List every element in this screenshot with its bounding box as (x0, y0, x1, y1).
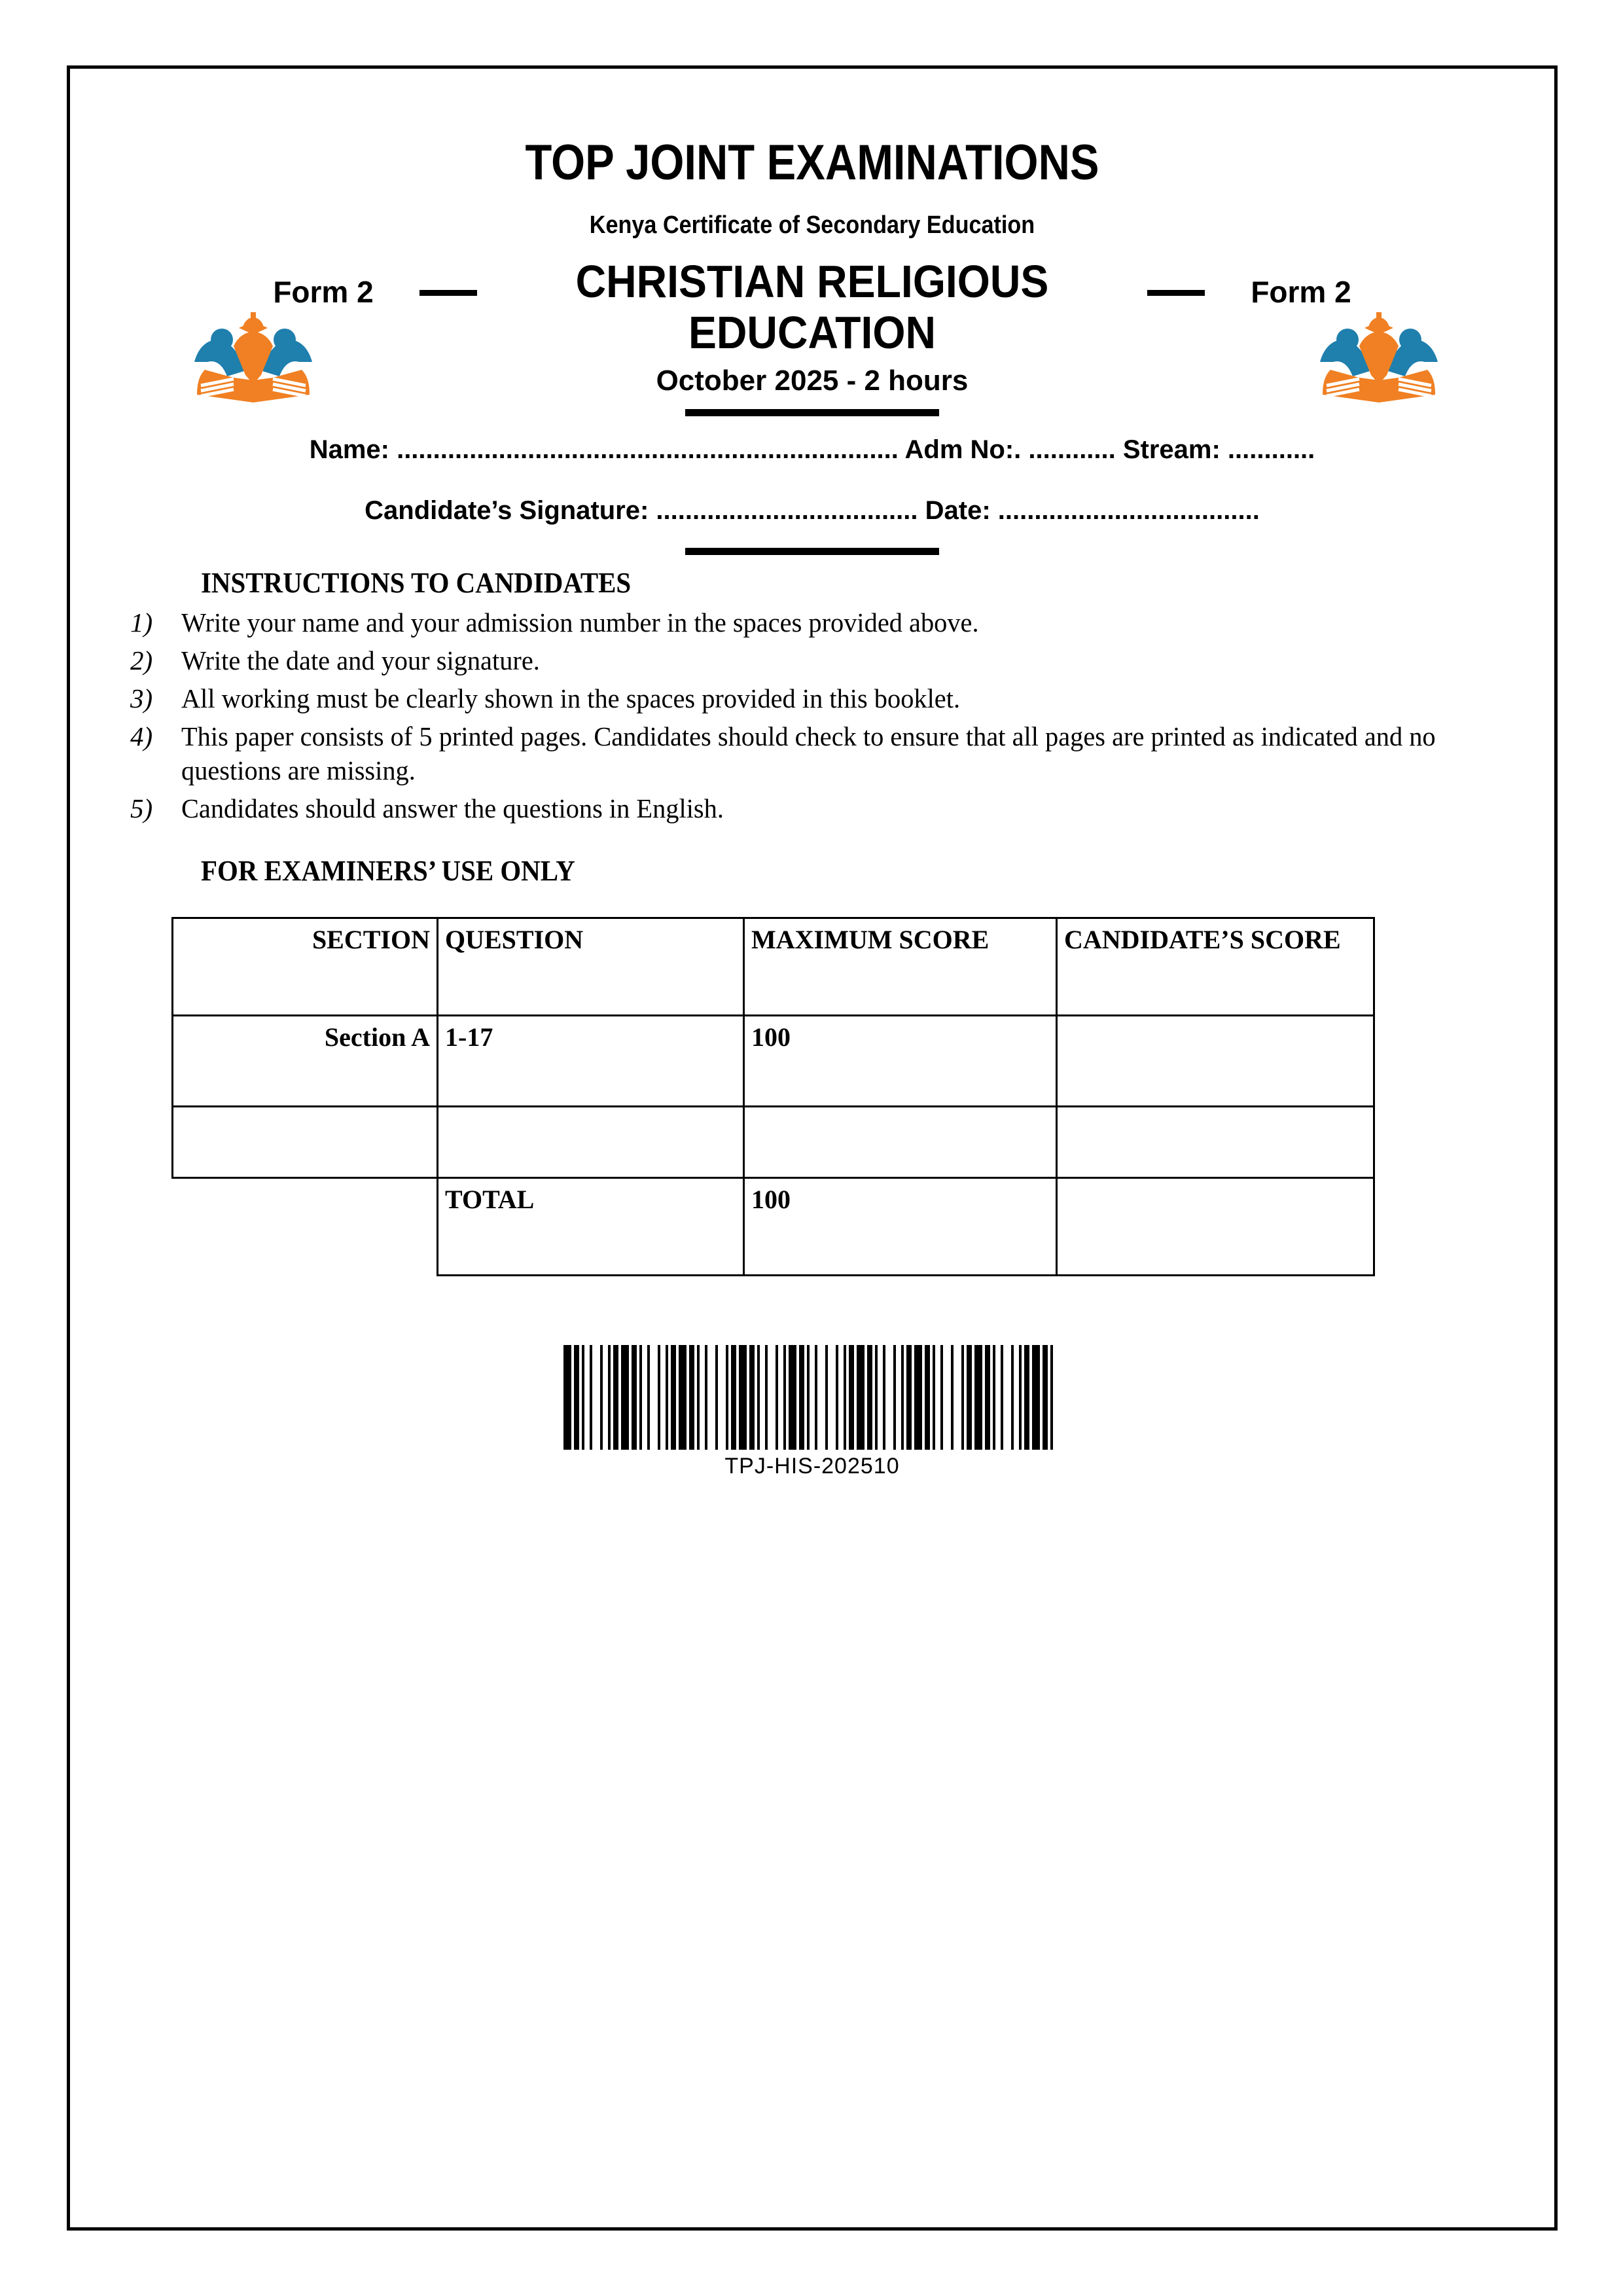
column-header-section: SECTION (173, 918, 438, 1016)
instruction-item (124, 719, 1505, 787)
instruction-number: 2) (130, 645, 153, 676)
signature-date-field[interactable]: Candidate’s Signature: .................................... Date: .................................... (365, 496, 1260, 525)
exam-duration: October 2025 - 2 hours (656, 365, 969, 397)
barcode-label: TPJ-HIS-202510 (724, 1454, 900, 1479)
candidate-details (70, 435, 1554, 557)
table-row (173, 1016, 1374, 1107)
instruction-item (124, 605, 1505, 639)
exam-subtitle: Kenya Certificate of Secondary Education (589, 211, 1035, 239)
page-border (67, 65, 1558, 2231)
education-emblem-icon-right (1313, 299, 1444, 404)
instructions-list (124, 605, 1505, 829)
instruction-number: 1) (130, 607, 153, 637)
cell-total-cand-score[interactable] (1057, 1178, 1374, 1276)
instruction-text: Candidates should answer the questions in English. (181, 793, 724, 824)
table-header-row (173, 918, 1374, 1016)
barcode-block (563, 1345, 1061, 1479)
dash-right (1147, 290, 1205, 296)
table-total-row (173, 1178, 1374, 1276)
cell-total-max-score: 100 (744, 1178, 1057, 1276)
form-label-right: Form 2 (1251, 275, 1351, 309)
instruction-number: 5) (130, 793, 153, 824)
subject-title: CHRISTIAN RELIGIOUS EDUCATION (575, 256, 1049, 359)
column-header-question: QUESTION (438, 918, 744, 1016)
examiners-use-heading: FOR EXAMINERS’ USE ONLY (201, 855, 575, 887)
instruction-text: This paper consists of 5 printed pages. Candidates should check to ensure that all pages are printed as indicated and no questions are missing. (181, 721, 1436, 786)
column-header-max-score: MAXIMUM SCORE (744, 918, 1057, 1016)
examiners-score-table (171, 917, 1375, 1276)
instruction-number: 4) (130, 721, 153, 752)
cell-total-label: TOTAL (438, 1178, 744, 1276)
instructions-heading: INSTRUCTIONS TO CANDIDATES (201, 567, 632, 599)
instruction-text: Write the date and your signature. (181, 645, 540, 676)
instruction-item (124, 643, 1505, 677)
cell-max-score (744, 1107, 1057, 1178)
instruction-text: Write your name and your admission number in the spaces provided above. (181, 607, 979, 637)
cell-question: 1-17 (438, 1016, 744, 1107)
instruction-item (124, 681, 1505, 715)
cell-candidate-score[interactable] (1057, 1107, 1374, 1178)
form-label-left: Form 2 (273, 275, 374, 309)
name-admno-stream-field[interactable]: Name: ..................................................................... Adm No:. ............ Stream: ............ (309, 435, 1315, 464)
dash-left (419, 290, 477, 296)
cell-candidate-score[interactable] (1057, 1016, 1374, 1107)
cell-question (438, 1107, 744, 1178)
instruction-number: 3) (130, 683, 153, 714)
divider-top (685, 409, 939, 416)
exam-title: TOP JOINT EXAMINATIONS (525, 135, 1099, 190)
column-header-cand-score: CANDIDATE’S SCORE (1057, 918, 1374, 1016)
instruction-item (124, 791, 1505, 825)
barcode-image (563, 1345, 1061, 1450)
cell-section (173, 1107, 438, 1178)
cell-max-score: 100 (744, 1016, 1057, 1107)
table-row (173, 1107, 1374, 1178)
cell-section: Section A (173, 1016, 438, 1107)
education-emblem-icon-left (188, 299, 319, 404)
cell-total-section (173, 1178, 438, 1276)
instruction-text: All working must be clearly shown in the spaces provided in this booklet. (181, 683, 961, 714)
